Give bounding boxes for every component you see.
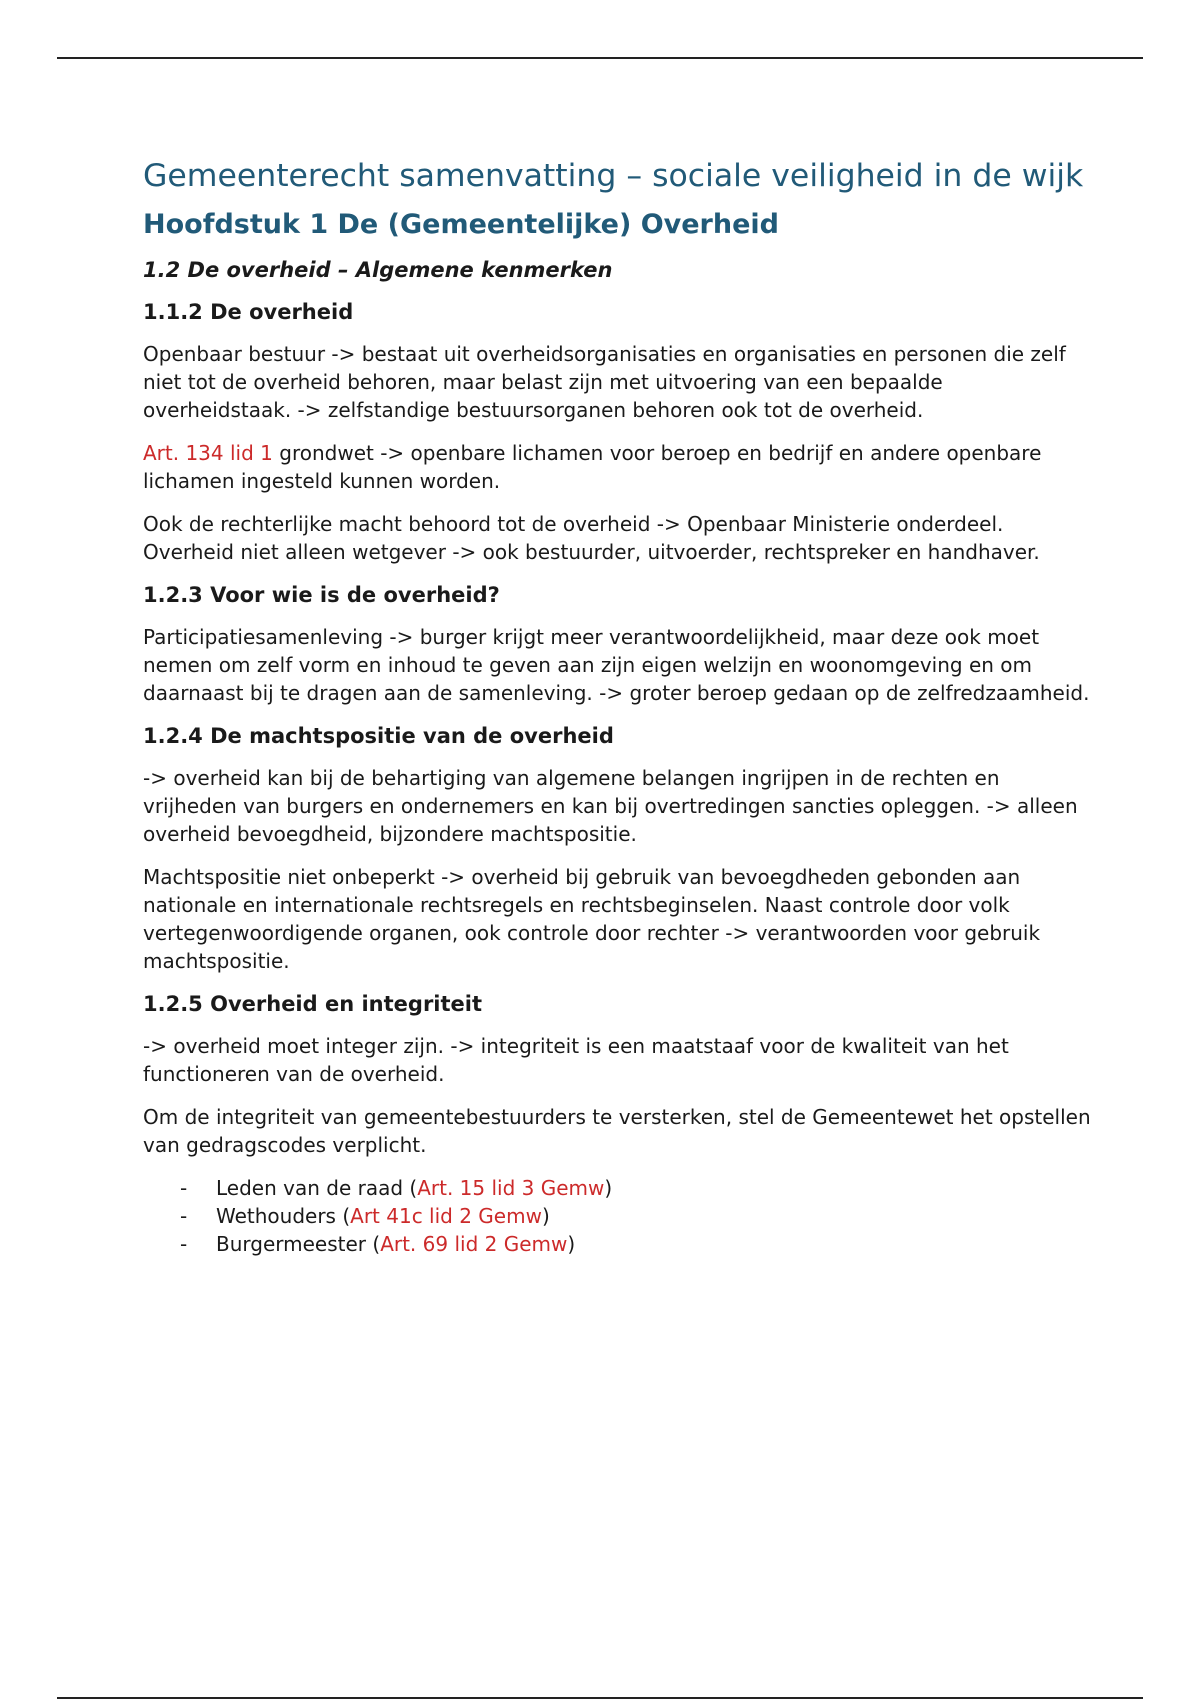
list-item-label: Burgermeester ( [216, 1232, 381, 1256]
list-item-label: Leden van de raad ( [216, 1176, 418, 1200]
list-bullet: - [180, 1176, 188, 1200]
law-reference: Art 41c lid 2 Gemw [350, 1204, 542, 1228]
law-reference: Art. 134 lid 1 [143, 441, 273, 465]
section-heading-1-2: 1.2 De overheid – Algemene kenmerken [143, 258, 613, 282]
list-item [180, 1230, 1093, 1258]
list-bullet: - [180, 1232, 188, 1256]
document-page [143, 156, 1093, 1258]
list-bullet: - [180, 1204, 188, 1228]
list-item-close: ) [604, 1176, 613, 1200]
subsection-heading-1-2-3: 1.2.3 Voor wie is de overheid? [143, 583, 500, 607]
subsection-heading-1-2-4: 1.2.4 De machtspositie van de overheid [143, 724, 614, 748]
law-reference: Art. 69 lid 2 Gemw [380, 1232, 568, 1256]
paragraph: -> overheid kan bij de behartiging van algemene belangen ingrijpen in de rechten en vrijheden van burgers en ondernemers en kan bij overtredingen sancties opleggen. -> alleen overheid bevoegdheid, bijzondere machtspositie. [143, 766, 1078, 846]
paragraph: Participatiesamenleving -> burger krijgt meer verantwoordelijkheid, maar deze ook moet nemen om zelf vorm en inhoud te geven aan zijn eigen welzijn en woonomgeving en om daarnaast bij te dragen aan de samenleving. -> groter beroep gedaan op de zelfredzaamheid. [143, 625, 1090, 705]
list-item-label: Wethouders ( [216, 1204, 351, 1228]
paragraph: Openbaar bestuur -> bestaat uit overheidsorganisaties en organisaties en personen die zelf niet tot de overheid behoren, maar belast zijn met uitvoering van een bepaalde overheidstaak. -> zelfstandige bestuursorganen behoren ook tot de overheid. [143, 342, 1066, 422]
list-item [180, 1174, 1093, 1202]
list-item [180, 1202, 1093, 1230]
document-title: Gemeenterecht samenvatting – sociale veiligheid in de wijk [143, 158, 1084, 194]
list-item-close: ) [541, 1204, 550, 1228]
top-rule [57, 57, 1143, 59]
subsection-heading-1-2-5: 1.2.5 Overheid en integriteit [143, 992, 483, 1016]
paragraph: Om de integriteit van gemeentebestuurders te versterken, stel de Gemeentewet het opstellen van gedragscodes verplicht. [143, 1105, 1091, 1157]
paragraph-text: grondwet -> openbare lichamen voor beroep en bedrijf en andere openbare lichamen ingesteld kunnen worden. [143, 441, 1042, 493]
subsection-heading-1-1-2: 1.1.2 De overheid [143, 300, 354, 324]
law-reference: Art. 15 lid 3 Gemw [417, 1176, 605, 1200]
paragraph: Machtspositie niet onbeperkt -> overheid bij gebruik van bevoegdheden gebonden aan nationale en internationale rechtsregels en rechtsbeginselen. Naast controle door volk vertegenwoordigende organen, ook controle door rechter -> verantwoorden voor gebruik machtspositie. [143, 865, 1041, 973]
paragraph [143, 439, 1093, 495]
code-of-conduct-list [143, 1174, 1093, 1258]
list-item-close: ) [567, 1232, 576, 1256]
paragraph: Ook de rechterlijke macht behoord tot de overheid -> Openbaar Ministerie onderdeel. Overheid niet alleen wetgever -> ook bestuurder, uitvoerder, rechtspreker en handhaver. [143, 512, 1040, 564]
bottom-rule [57, 1697, 1143, 1699]
chapter-heading: Hoofdstuk 1 De (Gemeentelijke) Overheid [143, 209, 779, 240]
paragraph: -> overheid moet integer zijn. -> integriteit is een maatstaaf voor de kwaliteit van het functioneren van de overheid. [143, 1034, 1009, 1086]
